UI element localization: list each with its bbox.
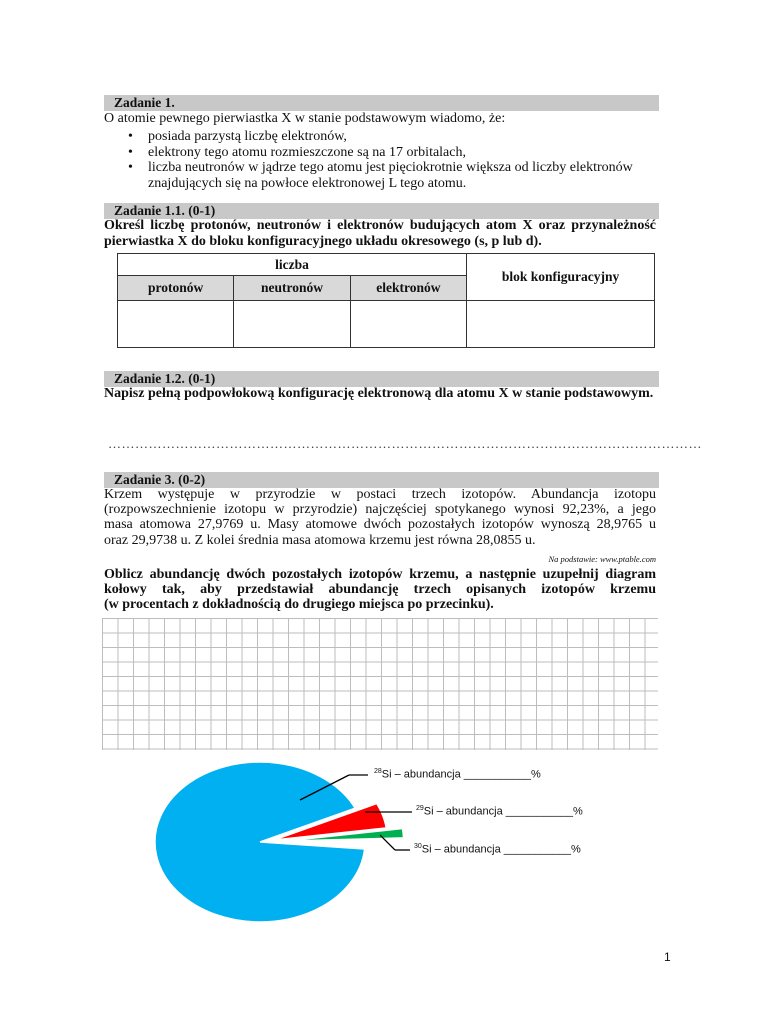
task1-1-question: Określ liczbę protonów, neutronów i elektronów budujących atom X oraz przynależność pierwiastka X do bloku konfiguracyjnego układu okresowego (s, p lub d). — [104, 218, 656, 249]
table-header-block: blok konfiguracyjny — [467, 254, 655, 301]
source-note: Na podstawie: www.ptable.com — [548, 554, 656, 564]
task1-2-question: Napisz pełną podpowłokową konfigurację elektronową dla atomu X w stanie podstawowym. — [104, 386, 654, 401]
task1-header: Zadanie 1. — [104, 95, 659, 111]
task1-intro: O atomie pewnego pierwiastka X w stanie podstawowym wiadomo, że: — [104, 111, 506, 126]
table-header-liczba: liczba — [118, 254, 467, 276]
pie-label-si29: $^{29}$Si – abundancja ___________% — [416, 805, 583, 818]
task3-text-line: masa atomowa 27,9769 u. Masy atomowe dwóch pozostałych izotopów wynoszą 28,9765 u — [104, 517, 656, 532]
answer-cell-electrons[interactable] — [350, 301, 466, 348]
pie-label-si30: $^{30}$Si – abundancja ___________% — [414, 843, 581, 856]
task3-text-line: (rozpowszechnienie izotopu w przyrodzie) najczęściej spotykanego wynosi 92,23%, a jego — [104, 502, 656, 517]
pie-label-si28: $^{28}$Si – abundancja ___________% — [374, 768, 541, 781]
page-number: 1 — [664, 950, 671, 964]
task3-text-line: oraz 29,9738 u. Z kolei średnia masa atomowa krzemu jest równa 28,0855 u. — [104, 533, 536, 548]
table-header-neutrons: neutronów — [234, 276, 350, 301]
task3-text-line: Krzem występuje w przyrodzie w postaci trzech izotopów. Abundancja izotopu — [104, 487, 656, 502]
task1-2-header: Zadanie 1.2. (0-1) — [104, 371, 659, 387]
task1-bullets — [104, 129, 656, 191]
task1-1-header: Zadanie 1.1. (0-1) — [104, 203, 659, 219]
answer-cell-neutrons[interactable] — [234, 301, 350, 348]
answer-cell-protons[interactable] — [118, 301, 234, 348]
answer-line[interactable]: …………………………………………………………………………………………………………………… — [108, 436, 702, 451]
task3-header: Zadanie 3. (0-2) — [104, 472, 659, 488]
answer-table — [117, 253, 655, 348]
table-header-protons: protonów — [118, 276, 234, 301]
answer-cell-block[interactable] — [467, 301, 655, 348]
task3-instruction-line: Oblicz abundancję dwóch pozostałych izotopów krzemu, a następnie uzupełnij diagram — [104, 567, 656, 582]
bullet-item: • elektrony tego atomu rozmieszczone są na 17 orbitalach, — [104, 145, 656, 161]
pie-slice-si28 — [155, 762, 365, 922]
table-header-electrons: elektronów — [350, 276, 466, 301]
bullet-item: • posiada parzystą liczbę elektronów, — [104, 129, 656, 145]
task3-instruction-line: kołowy tak, aby przedstawiał abundancję trzech opisanych izotopów krzemu — [104, 582, 656, 597]
task3-instruction-line: (w procentach z dokładnością do drugiego miejsca po przecinku). — [104, 597, 494, 612]
bullet-item: • liczba neutronów w jądrze tego atomu jest pięciokrotnie większa od liczby elektronów znajdujących się na powłoce elektronowej L tego atomu. — [104, 160, 656, 191]
calculation-grid[interactable] — [102, 618, 658, 750]
